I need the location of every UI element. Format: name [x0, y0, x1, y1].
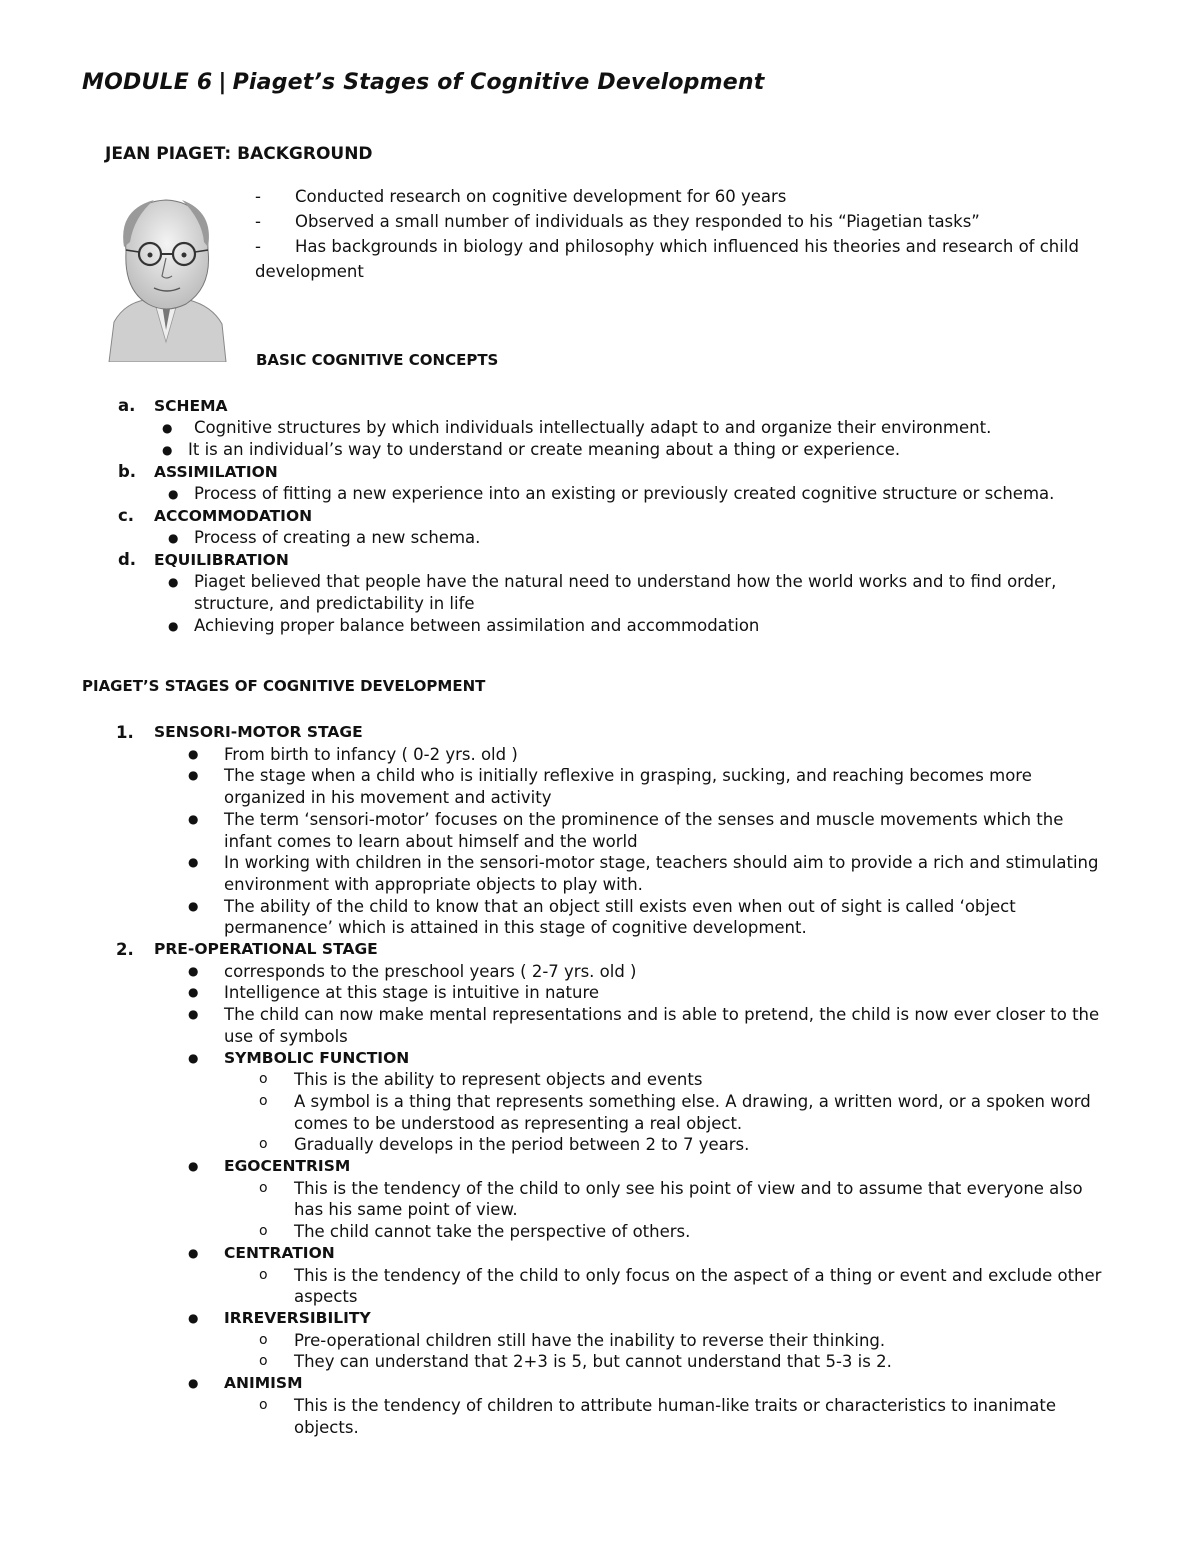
concept-label: EQUILIBRATION	[154, 551, 289, 569]
bullet-icon: ●	[188, 811, 199, 826]
list-item-text: This is the ability to represent objects and events	[294, 1070, 703, 1090]
module-topic: Piaget’s Stages of Cognitive Development	[232, 70, 765, 95]
sub-list-item	[116, 1265, 1116, 1308]
basic-concepts-list	[118, 395, 1118, 637]
list-item-text: Process of fitting a new experience into an existing or previously created cognitive structure or schema.	[194, 484, 1055, 503]
list-item-text: The stage when a child who is initially reflexive in grasping, sucking, and reaching becomes more organized in his movement and activity	[224, 766, 1032, 808]
list-letter: c.	[118, 506, 135, 525]
list-item	[118, 439, 1118, 461]
list-item	[116, 809, 1116, 852]
bullet-icon: ●	[188, 898, 199, 913]
list-item-text: This is the tendency of children to attribute human-like traits or characteristics to inanimate objects.	[294, 1395, 1056, 1437]
list-item	[116, 852, 1116, 895]
sub-list-item	[116, 1178, 1116, 1221]
list-item-text: The child can now make mental representations and is able to pretend, the child is now ever closer to the use of symbols	[224, 1005, 1100, 1046]
concept-schema	[118, 395, 1118, 461]
bullet-icon: ●	[188, 1376, 199, 1391]
list-letter: a.	[118, 396, 136, 415]
background-item	[255, 209, 1135, 234]
list-item-text: Piaget believed that people have the natural need to understand how the world works and to find order, structure, and predictability in life	[194, 572, 1057, 613]
bullet-icon: ●	[168, 575, 179, 589]
background-item-text: Has backgrounds in biology and philosophy which influenced his theories and research of child development	[255, 237, 1079, 281]
background-heading: JEAN PIAGET: BACKGROUND	[105, 144, 373, 164]
piaget-portrait-sketch	[104, 192, 229, 362]
circle-bullet-icon: o	[259, 1136, 268, 1153]
background-list	[255, 184, 1135, 284]
subconcept-centration	[116, 1243, 1116, 1265]
bullet-icon: ●	[168, 619, 179, 633]
bullet-icon: ●	[188, 768, 199, 783]
stages-heading: PIAGET’S STAGES OF COGNITIVE DEVELOPMENT	[82, 677, 486, 695]
bullet-icon: ●	[188, 1245, 199, 1260]
list-item-text: This is the tendency of the child to only see his point of view and to assume that everyone also has his same point of view.	[294, 1178, 1083, 1220]
background-item-text: Conducted research on cognitive development for 60 years	[295, 187, 787, 206]
circle-bullet-icon: o	[259, 1223, 268, 1240]
circle-bullet-icon: o	[259, 1331, 268, 1348]
list-item	[116, 982, 1116, 1004]
list-item-text: The term ‘sensori-motor’ focuses on the prominence of the senses and muscle movements which the infant comes to learn about himself and the world	[224, 809, 1064, 851]
bullet-icon: ●	[188, 746, 199, 761]
subconcept-label: IRREVERSIBILITY	[224, 1308, 371, 1327]
stage-preoperational	[116, 939, 1116, 1438]
list-item-text: Achieving proper balance between assimilation and accommodation	[194, 616, 760, 635]
list-item-text: Pre-operational children still have the inability to reverse their thinking.	[294, 1330, 886, 1350]
list-number: 2.	[116, 940, 134, 960]
list-item	[118, 571, 1118, 615]
sub-list-item	[116, 1330, 1116, 1352]
list-item-text: In working with children in the sensori-motor stage, teachers should aim to provide a rich and stimulating environment with appropriate objects to play with.	[224, 853, 1099, 894]
list-item-text: They can understand that 2+3 is 5, but cannot understand that 5-3 is 2.	[294, 1352, 892, 1372]
bullet-icon: ●	[188, 1050, 199, 1065]
bullet-icon: ●	[168, 487, 179, 501]
list-item	[116, 765, 1116, 808]
list-item-text: Intelligence at this stage is intuitive in nature	[224, 983, 600, 1003]
sub-list-item	[116, 1395, 1116, 1438]
list-letter: d.	[118, 550, 137, 569]
list-item	[116, 744, 1116, 766]
subconcept-label: EGOCENTRISM	[224, 1157, 351, 1176]
list-item-text: The ability of the child to know that an object still exists even when out of sight is called ‘object permanence’ which is attained in this stage of cognitive development.	[224, 896, 1016, 938]
concept-assimilation	[118, 461, 1118, 505]
bullet-icon: ●	[162, 421, 173, 435]
concept-label: SCHEMA	[154, 397, 228, 415]
circle-bullet-icon: o	[259, 1071, 268, 1088]
list-item	[118, 417, 1118, 439]
sub-list-item	[116, 1221, 1116, 1243]
sub-list-item	[116, 1134, 1116, 1156]
circle-bullet-icon: o	[259, 1179, 268, 1196]
list-item	[116, 896, 1116, 939]
sub-list-item	[116, 1091, 1116, 1134]
stage-label: PRE-OPERATIONAL STAGE	[154, 940, 378, 959]
module-label: MODULE 6	[82, 70, 213, 95]
dash-marker: -	[255, 187, 261, 206]
list-item	[118, 527, 1118, 549]
list-item-text: A symbol is a thing that represents something else. A drawing, a written word, or a spoken word comes to be understood as representing a real object.	[294, 1091, 1091, 1133]
bullet-icon: ●	[188, 1310, 199, 1325]
concept-equilibration	[118, 549, 1118, 637]
list-item	[116, 1004, 1116, 1047]
list-item-text: This is the tendency of the child to only focus on the aspect of a thing or event and exclude other aspects	[294, 1265, 1102, 1307]
subconcept-label: ANIMISM	[224, 1374, 303, 1393]
list-item-text: From birth to infancy ( 0-2 yrs. old )	[224, 744, 518, 764]
concept-accommodation	[118, 505, 1118, 549]
list-item-text: Cognitive structures by which individuals intellectually adapt to and organize their environment.	[194, 418, 992, 437]
sub-list-item	[116, 1351, 1116, 1373]
background-item	[255, 184, 1135, 209]
sub-list-item	[116, 1069, 1116, 1091]
list-item-text: Gradually develops in the period between 2 to 7 years.	[294, 1135, 750, 1155]
list-item-text: Process of creating a new schema.	[194, 528, 481, 547]
bullet-icon: ●	[188, 963, 199, 978]
subconcept-symbolic-function	[116, 1048, 1116, 1070]
stage-sensorimotor	[116, 722, 1116, 939]
circle-bullet-icon: o	[259, 1396, 268, 1413]
stage-label: SENSORI-MOTOR STAGE	[154, 723, 363, 741]
background-item-text: Observed a small number of individuals as they responded to his “Piagetian tasks”	[295, 212, 980, 231]
bullet-icon: ●	[188, 855, 199, 870]
circle-bullet-icon: o	[259, 1266, 268, 1283]
bullet-icon: ●	[168, 531, 179, 545]
circle-bullet-icon: o	[259, 1092, 268, 1109]
bullet-icon: ●	[162, 443, 173, 457]
list-item	[118, 615, 1118, 637]
concept-label: ACCOMMODATION	[154, 507, 313, 525]
subconcept-egocentrism	[116, 1156, 1116, 1178]
list-number: 1.	[116, 723, 134, 742]
list-item	[118, 483, 1118, 505]
dash-marker: -	[255, 237, 261, 256]
list-item-text: The child cannot take the perspective of others.	[294, 1222, 691, 1242]
list-item	[116, 961, 1116, 983]
dash-marker: -	[255, 212, 261, 231]
bullet-icon: ●	[188, 985, 199, 1000]
subconcept-animism	[116, 1373, 1116, 1395]
subconcept-irreversibility	[116, 1308, 1116, 1330]
circle-bullet-icon: o	[259, 1353, 268, 1370]
list-item-text: corresponds to the preschool years ( 2-7 yrs. old )	[224, 961, 637, 981]
list-item-text: It is an individual’s way to understand or create meaning about a thing or experience.	[188, 440, 901, 459]
title-separator: |	[218, 70, 227, 95]
subconcept-label: SYMBOLIC FUNCTION	[224, 1048, 410, 1067]
background-item	[255, 234, 1135, 284]
basic-concepts-heading: BASIC COGNITIVE CONCEPTS	[256, 351, 499, 369]
bullet-icon: ●	[188, 1007, 199, 1022]
page-title	[82, 70, 764, 95]
stages-list	[116, 722, 1116, 1438]
list-letter: b.	[118, 462, 137, 481]
subconcept-label: CENTRATION	[224, 1243, 335, 1262]
bullet-icon: ●	[188, 1159, 199, 1174]
concept-label: ASSIMILATION	[154, 463, 278, 481]
